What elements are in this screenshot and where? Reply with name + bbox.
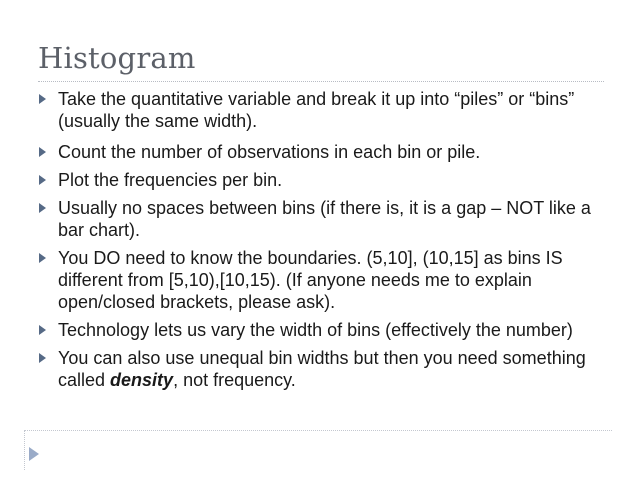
triangle-right-icon	[39, 147, 46, 157]
bullet-text: Plot the frequencies per bin.	[58, 170, 283, 190]
triangle-right-icon	[39, 203, 46, 213]
bullet-text: Technology lets us vary the width of bins (effectively the number)	[58, 320, 573, 340]
bullet-item	[36, 141, 596, 163]
bullet-text: Count the number of observations in each bin or pile.	[58, 142, 481, 162]
triangle-right-icon	[39, 353, 46, 363]
bullet-item	[36, 197, 596, 241]
bullet-list	[36, 88, 596, 391]
bullet-item	[36, 247, 596, 313]
triangle-right-icon	[39, 253, 46, 263]
bullet-text-after: , not frequency.	[173, 370, 296, 390]
bullet-text-before: You can also use unequal bin widths but then you need something called	[58, 348, 586, 390]
title-divider	[38, 81, 604, 82]
bullet-text: You DO need to know the boundaries. (5,10], (10,15] as bins IS different from [5,10),[10,15). (If anyone needs me to explain open/closed brackets, please ask).	[58, 248, 563, 312]
bullet-text: Usually no spaces between bins (if there is, it is a gap – NOT like a bar chart).	[58, 198, 591, 240]
slide-title: Histogram	[38, 41, 196, 75]
bullet-text: Take the quantitative variable and break it up into “piles” or “bins” (usually the same width).	[58, 89, 575, 131]
bullet-item	[36, 169, 596, 191]
bullet-item	[36, 319, 596, 341]
triangle-right-icon	[39, 175, 46, 185]
bullet-item	[36, 88, 596, 132]
triangle-right-icon	[39, 94, 46, 104]
footer-divider	[24, 430, 612, 431]
triangle-right-icon	[29, 447, 39, 461]
bullet-item	[36, 347, 596, 391]
emphasis-density: density	[110, 370, 174, 390]
triangle-right-icon	[39, 325, 46, 335]
footer-left-divider	[24, 430, 25, 470]
